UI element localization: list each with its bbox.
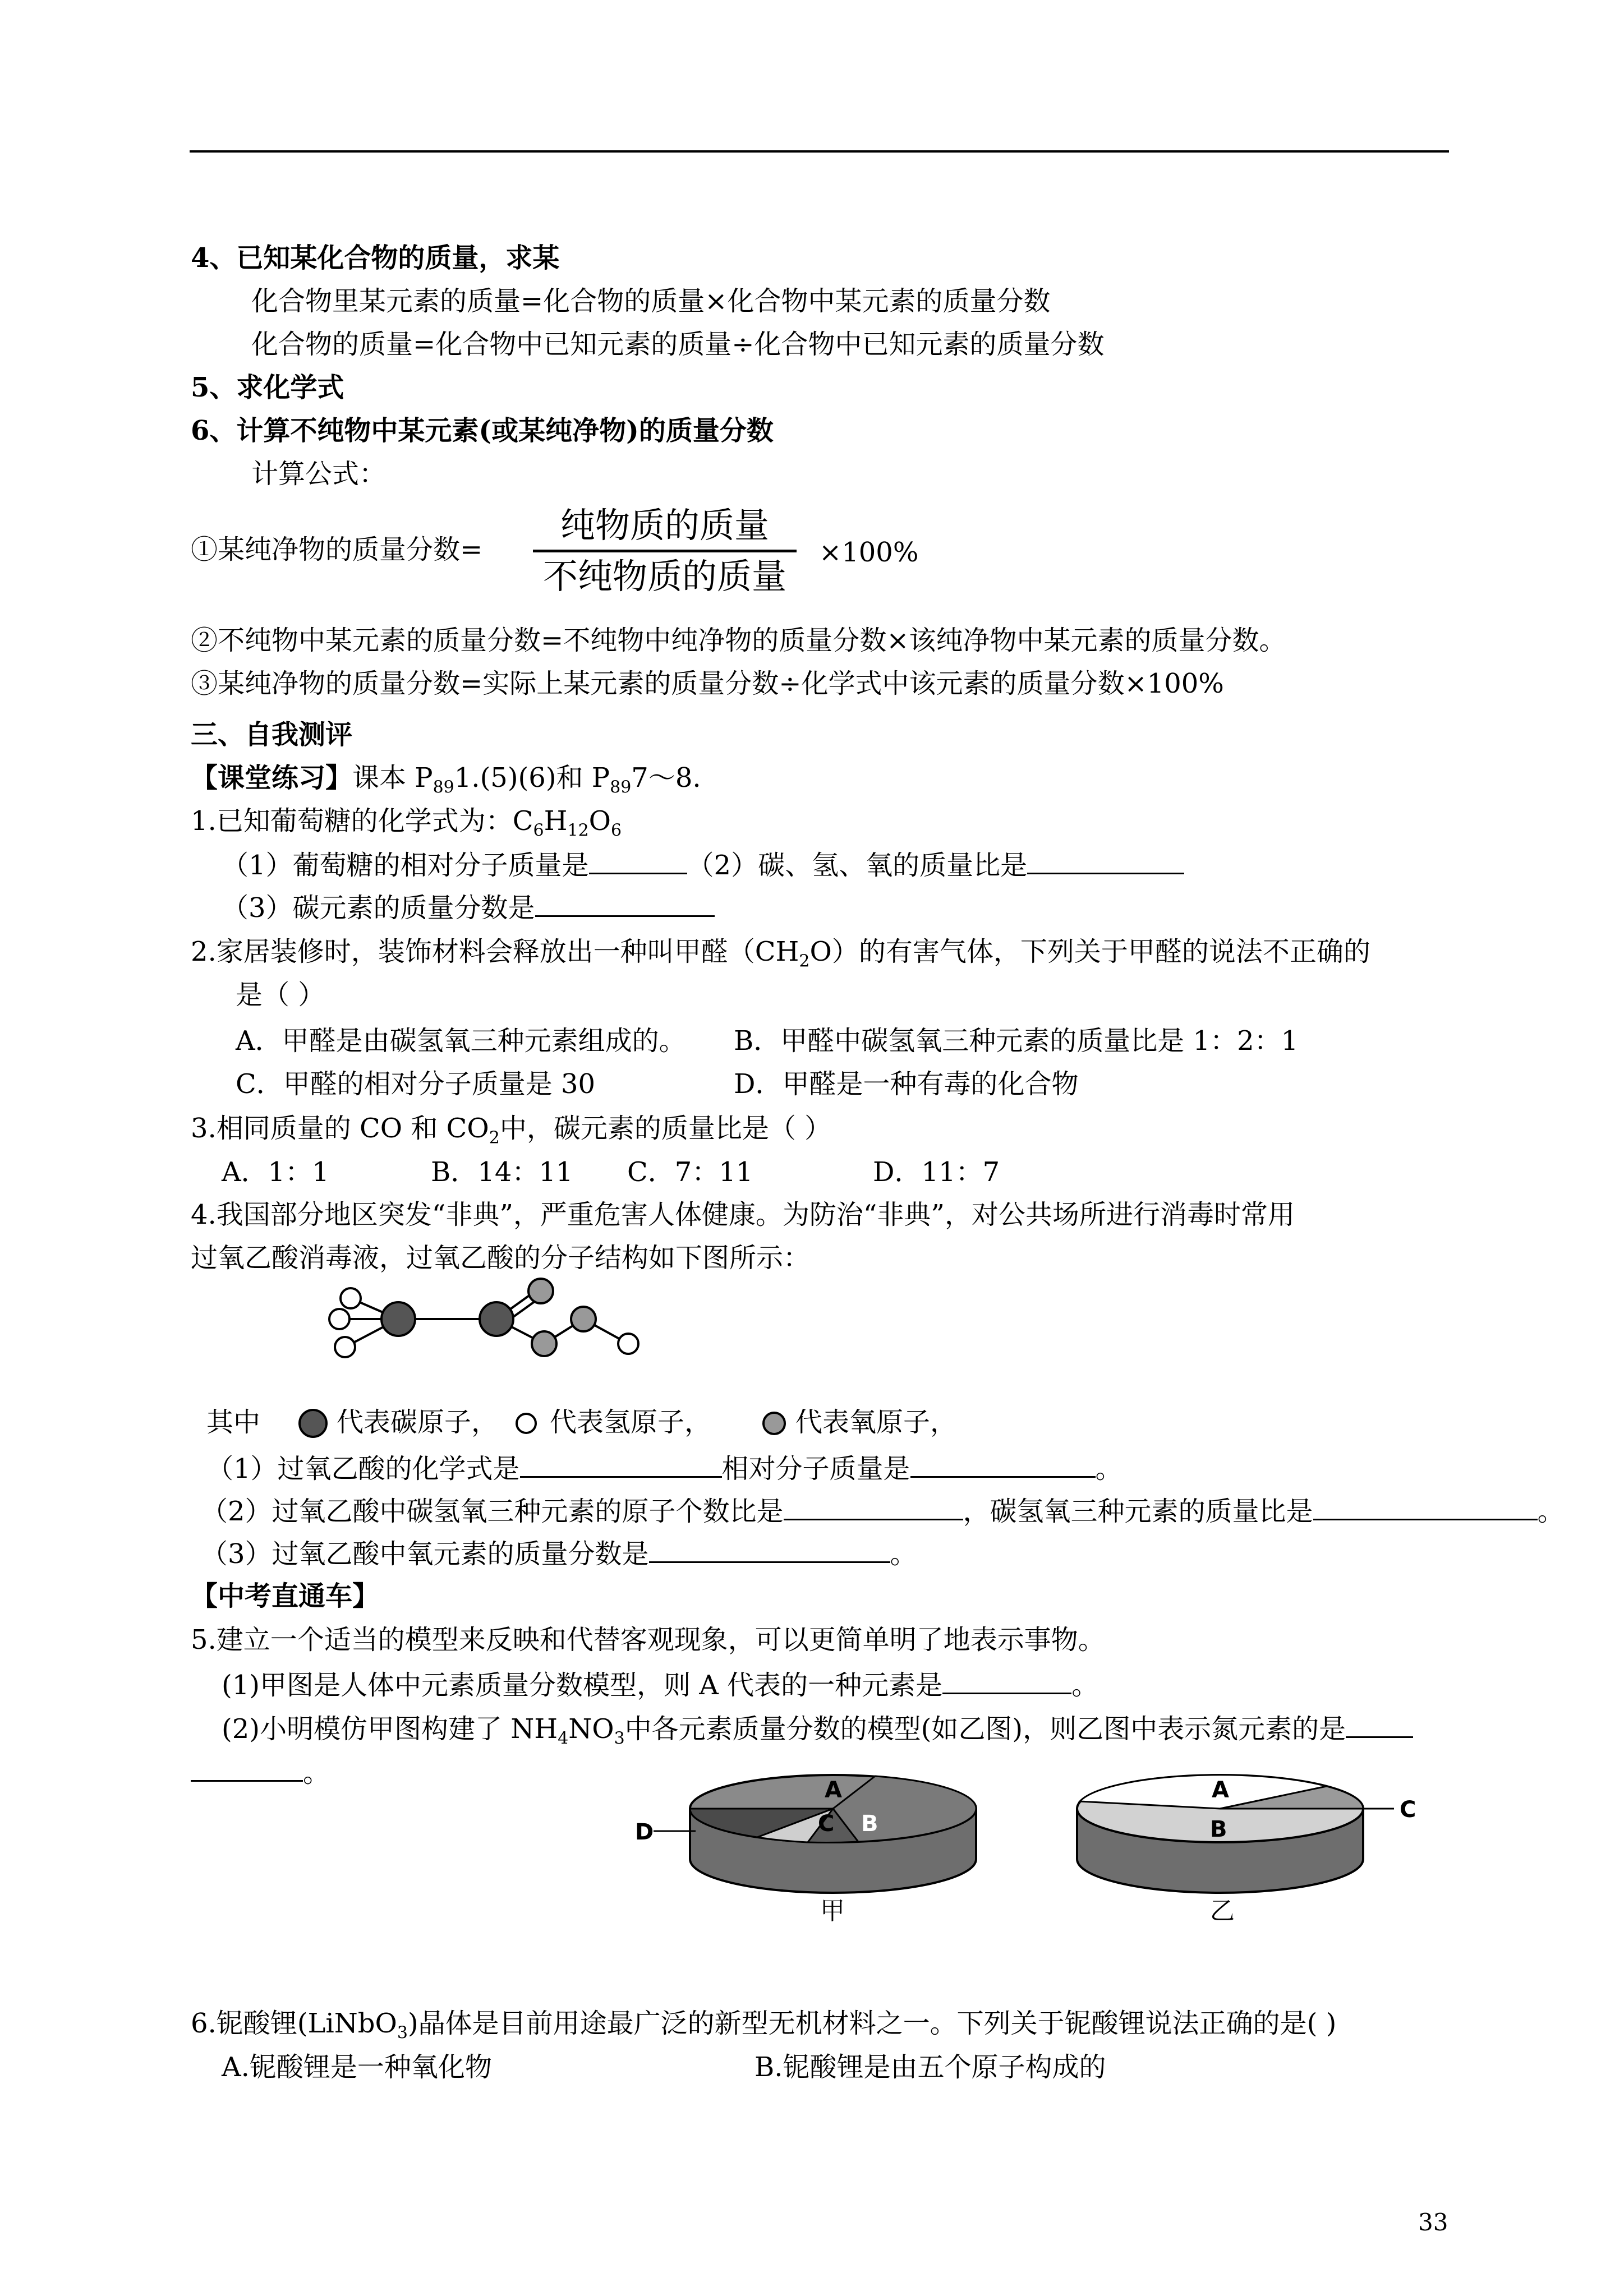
- text: （2）碳、氢、氧的质量比是: [687, 850, 1028, 881]
- oxygen-atom: [528, 1279, 553, 1303]
- section-4-heading: 4、已知某化合物的质量，求某: [191, 242, 560, 274]
- formula-label: 计算公式：: [251, 458, 387, 490]
- text: 1.(5)(6)和 P: [454, 762, 610, 794]
- question-4-part-2: [201, 1493, 1565, 1528]
- question-4-part-1: [206, 1450, 1122, 1486]
- jia-caption: 甲: [820, 1897, 845, 1925]
- answer-blank[interactable]: [520, 1450, 722, 1478]
- subscript: 3: [397, 2023, 408, 2043]
- question-2-option-b[interactable]: B．甲醛中碳氢氧三种元素的质量比是 1：2：1: [734, 1025, 1299, 1057]
- legend-oxygen: 代表氧原子，: [795, 1407, 958, 1438]
- subscript: 89: [610, 777, 632, 797]
- answer-blank[interactable]: [1313, 1493, 1538, 1520]
- section-5-heading: 5、求化学式: [191, 372, 344, 403]
- text: H: [544, 805, 568, 837]
- question-3: [191, 1112, 831, 1155]
- text: 。: [1071, 1670, 1099, 1701]
- question-3-option-b[interactable]: B．14：11: [431, 1156, 573, 1188]
- yi-caption: 乙: [1210, 1897, 1235, 1925]
- formula-3: ③某纯净物的质量分数=实际上某元素的质量分数÷化学式中该元素的质量分数×100%: [191, 668, 1224, 699]
- text: O: [588, 805, 611, 837]
- question-5: 5.建立一个适当的模型来反映和代替客观现象，可以更简单明了地表示事物。: [191, 1624, 1105, 1656]
- text: 。: [303, 1757, 330, 1788]
- figure-jia-disc-model: [635, 1755, 1021, 1946]
- question-2-option-c[interactable]: C．甲醛的相对分子质量是 30: [236, 1068, 596, 1100]
- formula-1-right: ×100%: [819, 537, 919, 568]
- text: (1)甲图是人体中元素质量分数模型，则 A 代表的一种元素是: [222, 1670, 943, 1701]
- class-practice-heading: 【课堂练习】: [191, 762, 353, 794]
- question-6: [191, 2007, 1336, 2050]
- question-2: [191, 935, 1370, 979]
- yi-label-b: B: [1210, 1816, 1227, 1842]
- answer-blank[interactable]: [649, 1536, 890, 1563]
- header-rule: [190, 150, 1449, 153]
- jia-label-b: B: [861, 1811, 878, 1837]
- question-5-part-2: [222, 1711, 1413, 1756]
- text: 3.相同质量的 CO 和 CO: [191, 1113, 489, 1144]
- legend-hydrogen-icon: [513, 1410, 539, 1436]
- jia-label-a: A: [825, 1777, 842, 1803]
- exam-section-heading: 【中考直通车】: [191, 1580, 380, 1612]
- text: 7～8.: [631, 762, 701, 794]
- jia-label-d: D: [635, 1819, 654, 1845]
- answer-blank[interactable]: [784, 1493, 963, 1520]
- text: 2.家居装修时，装饰材料会释放出一种叫甲醛（CH: [191, 936, 799, 967]
- legend-oxygen-icon: [760, 1409, 788, 1437]
- jia-label-c: C: [818, 1811, 835, 1837]
- yi-label-c: C: [1400, 1797, 1416, 1823]
- subscript: 12: [567, 820, 589, 841]
- answer-blank[interactable]: [910, 1450, 1096, 1478]
- text: 中各元素质量分数的模型(如乙图)，则乙图中表示氮元素的是: [624, 1713, 1346, 1745]
- question-3-option-c[interactable]: C．7：11: [627, 1156, 753, 1188]
- formula-compound-mass: 化合物的质量=化合物中已知元素的质量÷化合物中已知元素的质量分数: [251, 329, 1105, 360]
- text: 6.铌酸锂(LiNbO: [191, 2008, 397, 2039]
- oxygen-atom: [571, 1307, 596, 1331]
- subscript: 2: [489, 1128, 500, 1148]
- figure-yi-disc-model: [1063, 1755, 1444, 1946]
- text: 1.已知葡萄糖的化学式为：C: [191, 805, 533, 837]
- fraction-bar: [533, 550, 797, 552]
- text: （3）过氧乙酸中氧元素的质量分数是: [201, 1538, 649, 1570]
- text: 相对分子质量是: [721, 1453, 910, 1484]
- question-2-option-a[interactable]: A．甲醛是由碳氢氧三种元素组成的。: [236, 1025, 686, 1057]
- answer-blank[interactable]: [589, 847, 687, 874]
- oxygen-atom: [532, 1331, 556, 1356]
- subscript: 89: [433, 777, 454, 797]
- legend-carbon-icon: [296, 1407, 330, 1440]
- legend-hydrogen: 代表氢原子，: [550, 1407, 712, 1438]
- question-4-part-3: [201, 1536, 917, 1571]
- subscript: 2: [799, 951, 810, 971]
- section-3-heading: 三、自我测评: [191, 719, 353, 750]
- hydrogen-atom: [618, 1334, 638, 1354]
- formula-element-mass: 化合物里某元素的质量=化合物的质量×化合物中某元素的质量分数: [251, 285, 1051, 317]
- question-1-part-3: [222, 889, 715, 925]
- class-practice: [191, 761, 701, 805]
- peracetic-acid-molecule-diagram: [314, 1273, 662, 1396]
- text: 。: [1095, 1453, 1122, 1484]
- text: （3）碳元素的质量分数是: [222, 892, 535, 924]
- subscript: 3: [614, 1728, 625, 1749]
- question-6-option-b[interactable]: B.铌酸锂是由五个原子构成的: [755, 2051, 1106, 2083]
- answer-blank[interactable]: [942, 1667, 1071, 1694]
- hydrogen-atom: [341, 1288, 361, 1308]
- page-number: 33: [1418, 2209, 1448, 2236]
- question-2-bracket: 是（ ）: [236, 979, 325, 1011]
- question-4-line-1: 4.我国部分地区突发“非典”，严重危害人体健康。为防治“非典”，对公共场所进行消毒时常用: [191, 1199, 1295, 1230]
- hydrogen-atom: [329, 1309, 349, 1329]
- answer-blank[interactable]: [535, 889, 715, 917]
- question-3-option-a[interactable]: A．1：1: [222, 1156, 329, 1188]
- formula-1-fraction: [533, 505, 797, 597]
- text: O）的有害气体，下列关于甲醛的说法不正确的: [809, 936, 1370, 967]
- question-4-line-2: 过氧乙酸消毒液，过氧乙酸的分子结构如下图所示：: [191, 1242, 811, 1274]
- text: （1）葡萄糖的相对分子质量是: [222, 850, 589, 881]
- text: ，碳氢氧三种元素的质量比是: [963, 1496, 1313, 1527]
- carbon-atom: [480, 1302, 513, 1336]
- answer-blank[interactable]: [1027, 847, 1184, 874]
- text: (2)小明模仿甲图构建了 NH: [222, 1713, 558, 1745]
- hydrogen-atom: [335, 1337, 355, 1357]
- text: （1）过氧乙酸的化学式是: [206, 1453, 520, 1484]
- legend-carbon: 代表碳原子，: [337, 1407, 499, 1438]
- yi-label-a: A: [1212, 1777, 1229, 1803]
- fraction-numerator: 纯物质的质量: [560, 505, 769, 546]
- subscript: 4: [558, 1728, 569, 1749]
- text: 中，碳元素的质量比是（ ）: [499, 1113, 832, 1144]
- question-3-option-d[interactable]: D．11：7: [873, 1156, 1000, 1188]
- legend-prefix: 其中: [206, 1407, 261, 1438]
- text: 。: [1537, 1496, 1565, 1527]
- subscript: 6: [533, 820, 544, 841]
- section-6-heading: 6、计算不纯物中某元素(或某纯净物)的质量分数: [191, 415, 774, 446]
- text: 。: [890, 1538, 917, 1570]
- question-6-option-a[interactable]: A.铌酸锂是一种氧化物: [222, 2051, 492, 2083]
- text: （2）过氧乙酸中碳氢氧三种元素的原子个数比是: [201, 1496, 784, 1527]
- carbon-atom: [381, 1302, 415, 1336]
- answer-blank[interactable]: [1346, 1711, 1413, 1738]
- question-1-part-1-2: [222, 847, 1184, 882]
- text: 课本 P: [352, 762, 433, 794]
- question-5-part-1: [222, 1667, 1098, 1702]
- question-5-part-2-cont: [191, 1754, 330, 1790]
- answer-blank[interactable]: [191, 1754, 303, 1782]
- subscript: 6: [611, 820, 622, 841]
- fraction-denominator: 不纯物质的质量: [542, 556, 786, 597]
- question-1: [191, 804, 622, 848]
- formula-2: ②不纯物中某元素的质量分数=不纯物中纯净物的质量分数×该纯净物中某元素的质量分数。: [191, 625, 1286, 656]
- formula-1-left: ①某纯净物的质量分数=: [191, 534, 483, 565]
- question-2-option-d[interactable]: D．甲醛是一种有毒的化合物: [734, 1068, 1079, 1100]
- text: )晶体是目前用途最广泛的新型无机材料之一。下列关于铌酸锂说法正确的是( ): [407, 2008, 1337, 2039]
- text: NO: [568, 1713, 614, 1745]
